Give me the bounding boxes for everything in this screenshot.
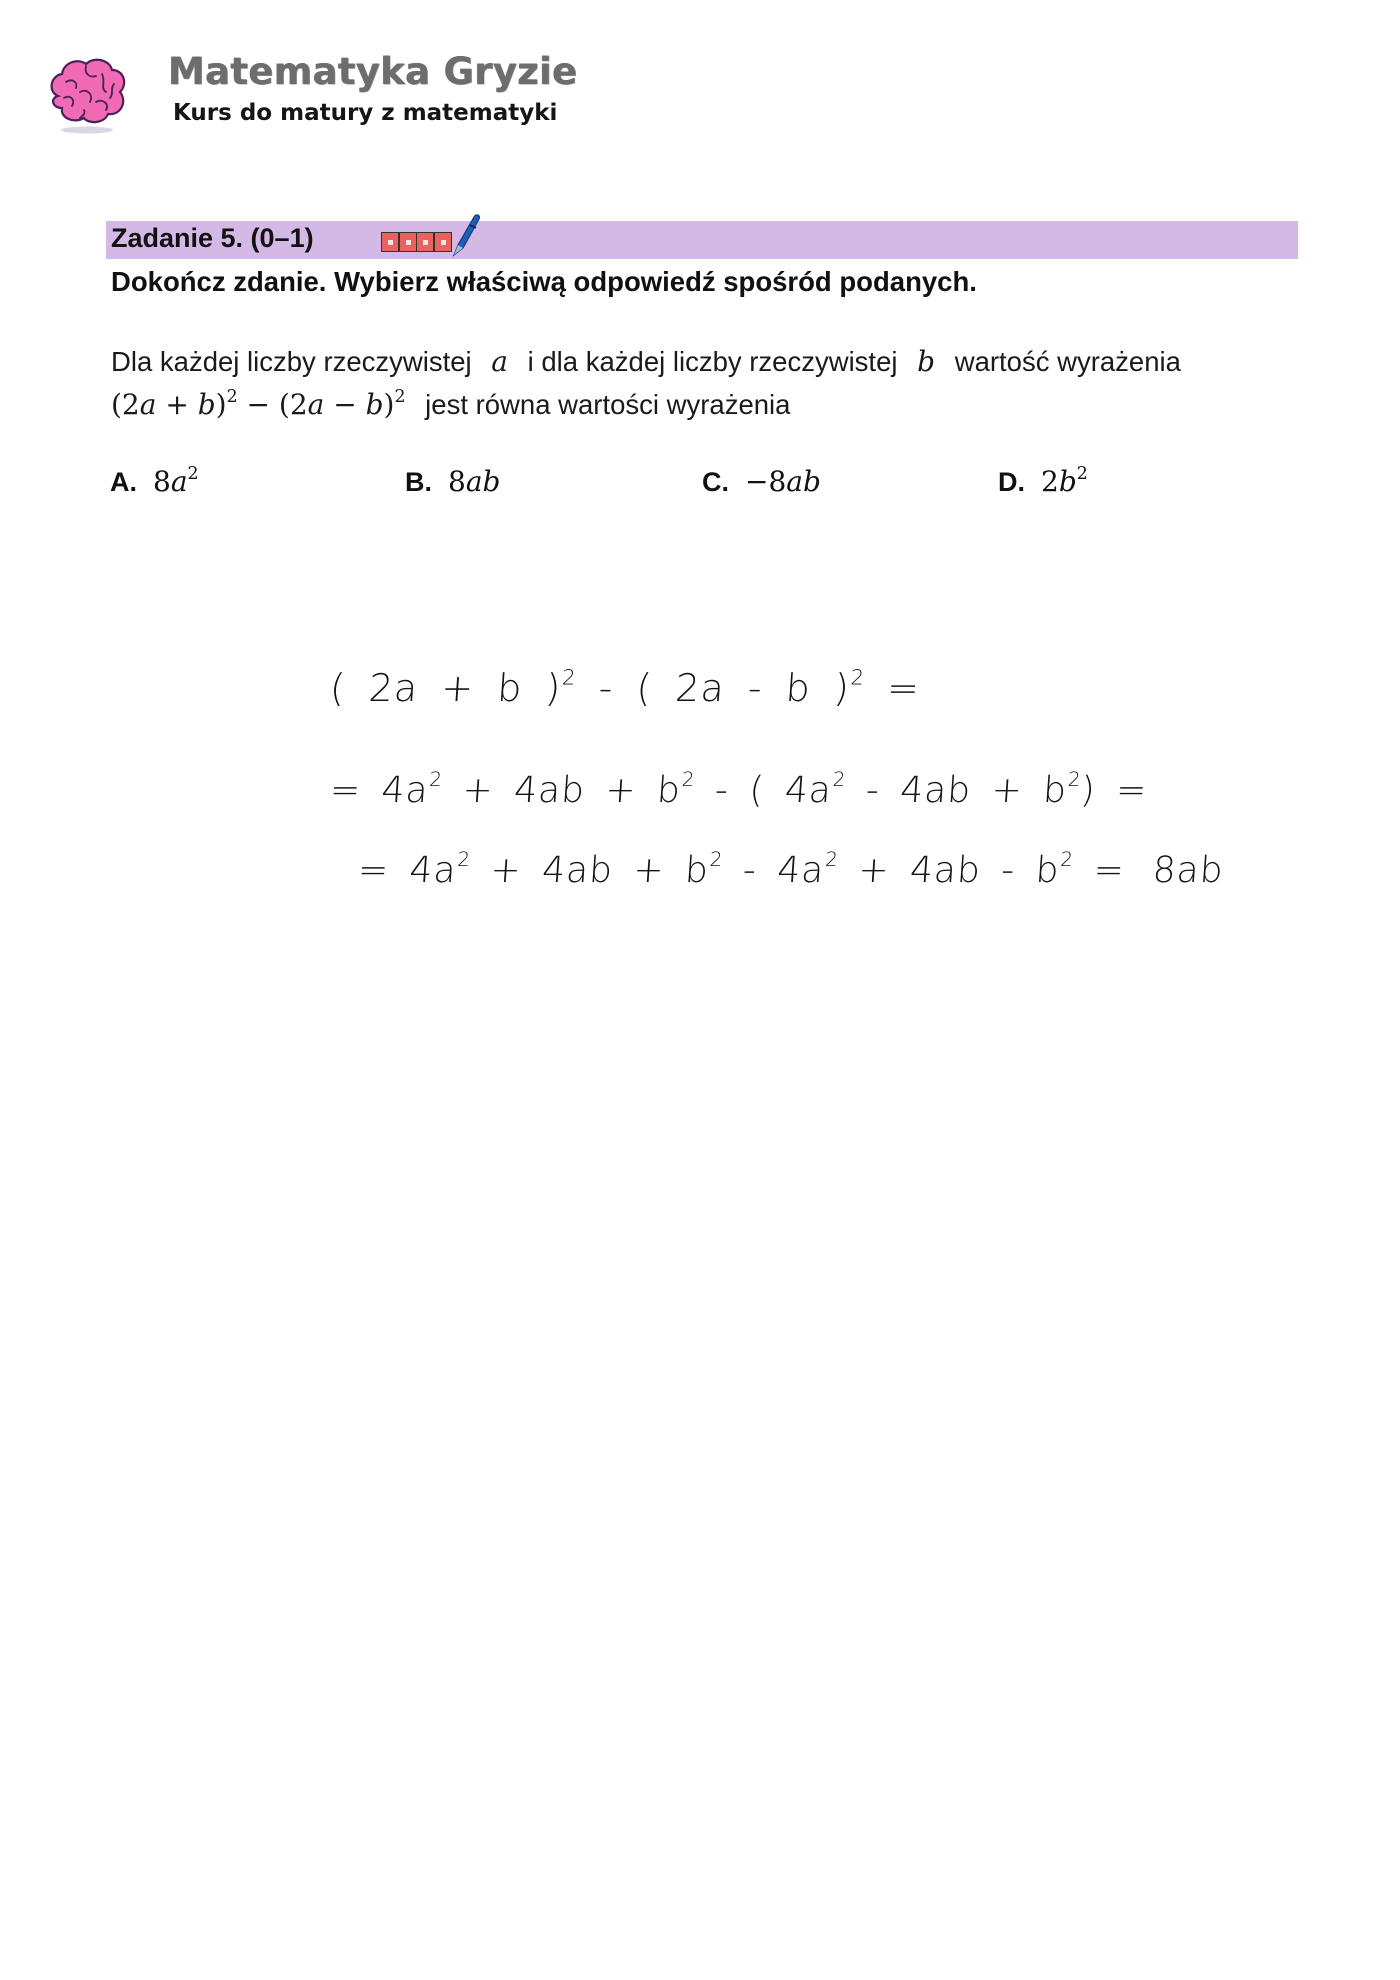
- option-b[interactable]: [405, 465, 500, 498]
- task-instruction: Dokończ zdanie. Wybierz właściwą odpowiedź spośród podanych.: [111, 266, 977, 297]
- pen-icon: [450, 211, 482, 259]
- option-value: $2b^2$: [1041, 463, 1088, 498]
- question-text: jest równa wartości wyrażenia: [425, 389, 791, 420]
- option-c[interactable]: [702, 465, 821, 498]
- brand-subtitle: Kurs do matury z matematyki: [173, 100, 558, 126]
- handwritten-answer: 8ab: [1151, 850, 1226, 891]
- question-line-1: [111, 345, 1181, 378]
- question-text: i dla każdej liczby rzeczywistej: [527, 346, 898, 377]
- handwritten-solution-line-1: ( 2a + b )$^2$ - ( 2a - b )$^2$ =: [328, 665, 922, 710]
- option-a[interactable]: [110, 465, 199, 498]
- option-value: 8ab: [448, 465, 501, 498]
- option-label: B.: [405, 467, 432, 497]
- brand-title: Matematyka Gryzie: [168, 50, 578, 93]
- question-text: Dla każdej liczby rzeczywistej: [111, 346, 472, 377]
- option-label: C.: [702, 467, 729, 497]
- variable-a: a: [491, 345, 508, 378]
- question-text: wartość wyrażenia: [954, 346, 1181, 377]
- variable-b: b: [917, 345, 936, 378]
- answer-boxes-icon: [381, 232, 452, 252]
- task-title: Zadanie 5. (0–1): [111, 223, 314, 253]
- option-d[interactable]: [998, 465, 1088, 498]
- option-value: $8a^2$: [153, 463, 199, 498]
- option-label: A.: [110, 467, 137, 497]
- question-line-2: [111, 388, 790, 421]
- math-expression: $(2a + b)^2 - (2a - b)^2$: [111, 386, 406, 421]
- handwritten-solution-line-3: = $4a^2 + 4ab + b^2 - 4a^2 + 4ab - b^2 = 8ab$: [356, 848, 1226, 891]
- option-label: D.: [998, 467, 1025, 497]
- handwritten-solution-line-2: = $4a^2 + 4ab + b^2$ - ( $4a^2 - 4ab + b^2$) =: [328, 768, 1149, 811]
- option-value: −8ab: [745, 465, 821, 498]
- brain-logo-icon: [44, 52, 130, 136]
